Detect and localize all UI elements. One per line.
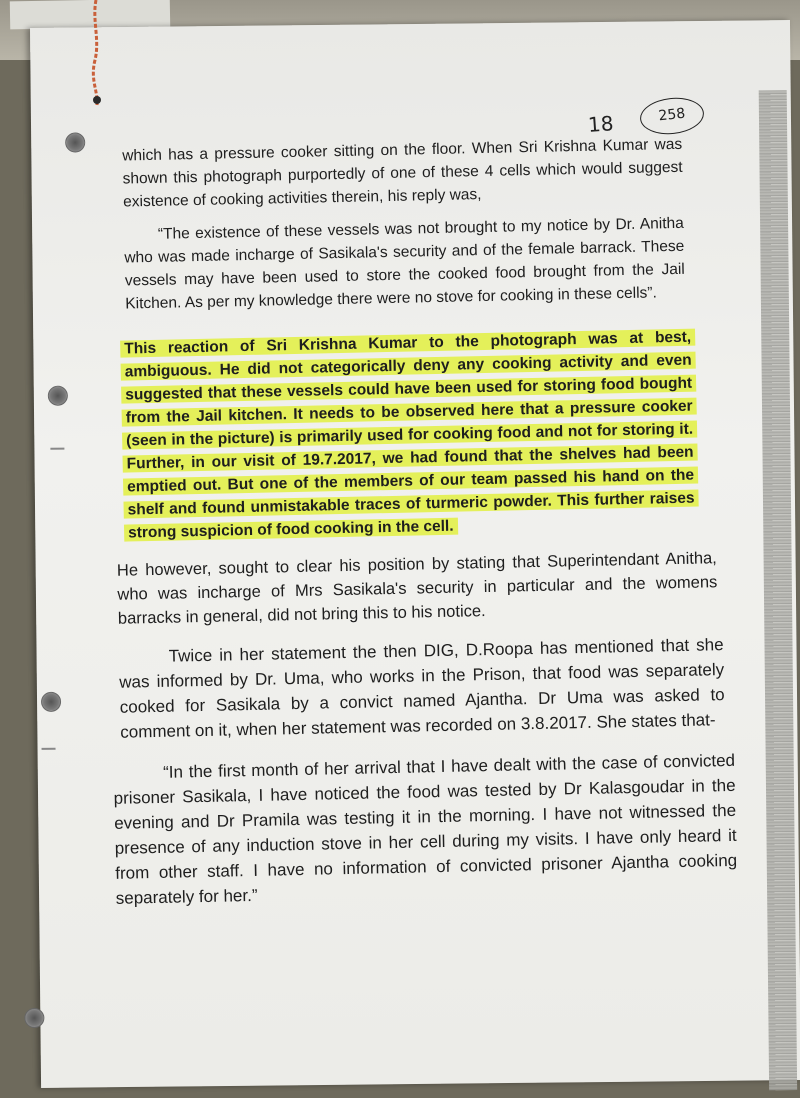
binding-edge (759, 90, 797, 1090)
margin-mark (50, 448, 64, 450)
paragraph-twice: Twice in her statement the then DIG, D.Roopa has mentioned that she was informed by Dr. Uma, who works in the Prison, that food was separately cooked for Sasikala by a convict named Ajantha. Dr Uma was asked to comment on it, when her statement was recorded on 3.8.2017. She states that- (119, 635, 725, 742)
punch-hole-icon (41, 692, 61, 712)
highlighted-paragraph (104, 326, 699, 545)
punch-hole-icon (24, 1008, 44, 1028)
binding-thread-icon (90, 0, 102, 110)
margin-mark (42, 748, 56, 750)
punch-hole-icon (65, 132, 85, 152)
highlighted-text: This reaction of Sri Krishna Kumar to the photograph was at best, ambiguous. He did not categorically deny any cooking activity and even suggested that these vessels could have been used for storing food bought from the Jail kitchen. It needs to be observed here that a pressure cooker (seen in the picture) is primarily used for cooking food and not for storing it. Further, in our visit of 19.7.2017, we had found that the shelves had been emptied out. But one of the members of our team passed his hand on the shelf and found unmistakable traces of turmeric powder. This further raises strong suspicion of food cooking in the cell. (120, 329, 699, 542)
document-body (100, 132, 746, 911)
quote-dr-uma: “In the first month of her arrival that I have dealt with the case of convicted prisoner Sasikala, I have noticed the food was tested by Dr Kalasgoudar in the evening and Dr Pramila was testing it in the morning. I have not witnessed the presence of any induction stove in her cell during my visits. I have only heard it from other staff. I have no information of convicted prisoner Ajantha cooking separately for her.” (113, 750, 738, 908)
paragraph-however: He however, sought to clear his position by stating that Superintendant Anitha, who was incharge of Mrs Sasikala's security in particular and the womens barracks in general, did not bring this to his notice. (116, 549, 718, 628)
circled-page-stamp: 258 (638, 95, 705, 137)
paragraph-continuation: which has a pressure cooker sitting on the floor. When Sri Krishna Kumar was shown this photograph purportedly of one of these 4 cells which would suggest existence of cooking activities therein, his reply was, (122, 135, 683, 211)
punch-hole-icon (48, 386, 68, 406)
page-number: 18 (587, 111, 615, 137)
quote-krishna-kumar: “The existence of these vessels was not brought to my notice by Dr. Anitha who was made incharge of Sasikala's security and of the female barrack. These vessels may have been used to store the cooked food brought from the Jail Kitchen. As per my knowledge there were no stove for cooking in these cells”. (124, 214, 685, 313)
